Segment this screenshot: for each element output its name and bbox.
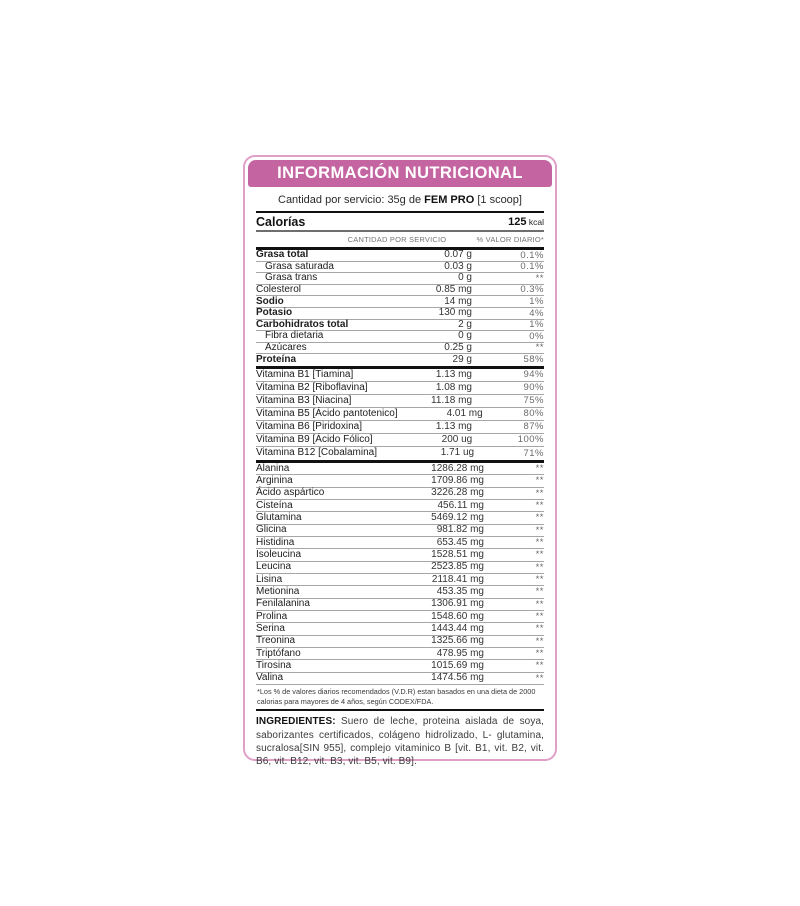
nutrients-section	[256, 250, 544, 366]
amino-acid-name: Fenilalanina	[256, 598, 310, 610]
vitamin-daily-value: 80%	[523, 408, 544, 420]
amino-acid-name: Histidina	[256, 536, 295, 548]
amino-acid-name: Arginina	[256, 474, 293, 486]
nutrient-amount: 130 mg	[438, 307, 472, 319]
amino-acid-name: Lisina	[256, 573, 283, 585]
vitamin-daily-value: 94%	[523, 369, 544, 381]
nutrient-name: Fibra dietaria	[265, 330, 324, 342]
amino-acid-name: Prolina	[256, 610, 288, 622]
amino-acid-row	[256, 599, 544, 611]
vitamin-amount: 11.18 mg	[431, 394, 472, 406]
amino-acid-daily-value: **	[535, 598, 544, 610]
vitamin-amount: 1.13 mg	[435, 368, 472, 380]
amino-acid-daily-value: **	[535, 610, 544, 622]
calories-value	[508, 216, 544, 228]
amino-acid-amount: 1286.28 mg	[431, 462, 484, 474]
vitamin-name: Vitamina B2 [Riboflavina]	[256, 381, 368, 393]
nutrient-daily-value: 58%	[523, 354, 544, 366]
ingredients-text: Suero de leche, proteina aislada de soya, saborizantes certificados, colágeno hidrolizado, L- glutamina, sucralosa[SIN 955], complejo vitaminico B [vit. B1, vit. B2, vit. B6, vit. B12, vit. B3, vit. B5, vit. B9].	[256, 716, 544, 767]
amino-acid-row	[256, 549, 544, 561]
amino-acid-daily-value: **	[535, 536, 544, 548]
amino-acid-row	[256, 673, 544, 685]
calories-unit: kcal	[528, 216, 544, 227]
amino-acid-amount: 456.11 mg	[437, 499, 484, 511]
serving-prefix: Cantidad por servicio: 35g de	[278, 194, 425, 206]
amino-acid-daily-value: **	[535, 487, 544, 499]
nutrient-amount: 0.85 mg	[435, 284, 472, 296]
vitamin-row	[256, 421, 544, 434]
vitamin-name: Vitamina B5 [Ácido pantotenico]	[256, 407, 398, 419]
serving-brand: FEM PRO	[424, 194, 475, 206]
amino-acid-daily-value: **	[535, 462, 544, 474]
amino-acid-amount: 3226.28 mg	[431, 487, 484, 499]
vitamin-row	[256, 447, 544, 460]
nutrient-row	[256, 354, 544, 366]
vitamin-daily-value: 71%	[523, 447, 544, 459]
vitamin-amount: 4.01 mg	[446, 407, 483, 419]
nutrient-name: Grasa saturada	[265, 260, 334, 272]
amino-acid-name: Glutamina	[256, 511, 302, 523]
amino-acid-row	[256, 660, 544, 672]
nutrient-daily-value: 1%	[529, 295, 544, 307]
amino-acid-name: Ácido aspártico	[256, 487, 325, 499]
nutrient-daily-value: 0%	[529, 330, 544, 342]
nutrient-amount: 14 mg	[444, 295, 472, 307]
nutrient-name: Proteína	[256, 354, 297, 366]
amino-acid-amount: 478.95 mg	[436, 647, 484, 659]
amino-acid-row	[256, 475, 544, 487]
amino-acid-amount: 981.82 mg	[436, 524, 484, 536]
amino-acid-name: Serina	[256, 623, 285, 635]
vitamin-row	[256, 395, 544, 408]
amino-acid-row	[256, 636, 544, 648]
amino-acid-amount: 1306.91 mg	[431, 598, 484, 610]
amino-acid-daily-value: **	[535, 635, 544, 647]
nutrient-amount: 0 g	[458, 330, 472, 342]
amino-acid-amount: 1548.60 mg	[431, 610, 484, 622]
nutrient-row	[256, 320, 544, 332]
amino-acid-row	[256, 574, 544, 586]
vitamin-amount: 200 ug	[441, 433, 473, 445]
amino-acid-daily-value: **	[535, 549, 544, 561]
nutrient-row	[256, 250, 544, 262]
nutrient-name: Grasa total	[256, 249, 309, 261]
nutrient-name: Colesterol	[256, 284, 302, 296]
ingredients-label: INGREDIENTES:	[256, 716, 336, 728]
nutrient-name: Sodio	[256, 295, 284, 307]
amino-acid-daily-value: **	[535, 648, 544, 660]
calories-number: 125	[508, 215, 527, 228]
label-title: INFORMACIÓN NUTRICIONAL	[277, 164, 523, 182]
amino-acid-daily-value: **	[535, 573, 544, 585]
amino-acid-name: Treonina	[256, 635, 296, 647]
nutrient-name: Azúcares	[265, 342, 307, 354]
vitamin-daily-value: 87%	[523, 421, 544, 433]
amino-acid-amount: 1528.51 mg	[431, 549, 484, 561]
label-title-bar	[248, 160, 552, 187]
amino-acid-name: Glicina	[256, 524, 287, 536]
amino-acid-name: Isoleucina	[256, 549, 302, 561]
amino-acid-daily-value: **	[535, 524, 544, 536]
nutrient-row	[256, 343, 544, 355]
vitamin-daily-value: 75%	[523, 395, 544, 407]
nutrient-row	[256, 285, 544, 297]
amino-acid-name: Valina	[256, 672, 284, 684]
ingredients-paragraph	[256, 711, 544, 768]
amino-acid-amount: 2118.41 mg	[431, 573, 484, 585]
amino-acid-row	[256, 500, 544, 512]
nutrient-amount: 0.25 g	[444, 342, 472, 354]
amino-acid-name: Cisteína	[256, 499, 293, 511]
vitamin-name: Vitamina B12 [Cobalamina]	[256, 447, 377, 459]
amino-acid-amount: 2523.85 mg	[431, 561, 484, 573]
vitamin-amount: 1.71 ug	[440, 447, 475, 459]
column-header-amount: CANTIDAD POR SERVICIO	[347, 235, 447, 244]
vitamin-name: Vitamina B1 [Tiamina]	[256, 368, 354, 380]
nutrient-daily-value: 4%	[529, 307, 544, 319]
vitamins-section	[256, 369, 544, 460]
vitamin-amount: 1.08 mg	[435, 381, 472, 393]
nutrient-name: Grasa trans	[265, 272, 318, 284]
amino-acid-daily-value: **	[535, 623, 544, 635]
amino-acid-daily-value: **	[535, 660, 544, 672]
amino-acid-row	[256, 562, 544, 574]
vitamin-name: Vitamina B6 [Piridoxina]	[256, 420, 362, 432]
amino-acid-row	[256, 586, 544, 598]
amino-acid-row	[256, 648, 544, 660]
amino-acid-daily-value: **	[535, 672, 544, 684]
amino-acid-row	[256, 611, 544, 623]
amino-acid-amount: 653.45 mg	[436, 536, 484, 548]
amino-acid-name: Triptófano	[256, 647, 301, 659]
nutrient-row	[256, 296, 544, 308]
amino-acid-row	[256, 463, 544, 475]
label-content	[245, 194, 555, 768]
nutrient-amount: 2 g	[458, 318, 472, 330]
amino-acid-row	[256, 537, 544, 549]
nutrient-daily-value: 1%	[529, 319, 544, 331]
amino-acid-daily-value: **	[535, 586, 544, 598]
amino-acid-row	[256, 623, 544, 635]
nutrient-amount: 29 g	[452, 354, 472, 366]
nutrient-amount: 0.07 g	[444, 249, 472, 261]
vitamin-daily-value: 90%	[523, 382, 544, 394]
vitamin-name: Vitamina B9 [Ácido Fólico]	[256, 433, 373, 445]
amino-acid-daily-value: **	[535, 499, 544, 511]
nutrient-amount: 0.03 g	[444, 260, 472, 272]
amino-acid-name: Metionina	[256, 586, 300, 598]
nutrient-row	[256, 262, 544, 274]
calories-label: Calorías	[256, 214, 306, 229]
amino-acid-name: Leucina	[256, 561, 292, 573]
amino-acid-amount: 1325.66 mg	[431, 635, 484, 647]
nutrition-label	[243, 155, 557, 767]
nutrient-name: Potasio	[256, 307, 293, 319]
amino-acid-amount: 1474.56 mg	[431, 672, 484, 684]
amino-acid-amount: 1709.86 mg	[431, 474, 484, 486]
nutrient-row	[256, 273, 544, 285]
amino-acid-amount: 5469.12 mg	[431, 511, 484, 523]
vitamin-row	[256, 434, 544, 447]
vitamin-row	[256, 382, 544, 395]
nutrient-daily-value: 0.1%	[520, 261, 544, 273]
amino-acid-row	[256, 488, 544, 500]
nutrient-name: Carbohidratos total	[256, 318, 349, 330]
amino-acid-amount: 1443.44 mg	[431, 623, 484, 635]
nutrient-amount: 0 g	[458, 272, 472, 284]
amino-acid-row	[256, 512, 544, 524]
column-headers	[256, 232, 544, 247]
nutrient-row	[256, 331, 544, 343]
nutrient-daily-value: **	[535, 272, 544, 284]
amino-acid-name: Alanina	[256, 462, 290, 474]
nutrient-daily-value: 0.3%	[520, 284, 544, 296]
nutrient-daily-value: 0.1%	[520, 249, 544, 261]
serving-line	[256, 194, 544, 206]
amino-acids-section	[256, 463, 544, 685]
amino-acid-daily-value: **	[535, 512, 544, 524]
vitamin-row	[256, 369, 544, 382]
nutrient-daily-value: **	[535, 342, 544, 354]
amino-acid-amount: 453.35 mg	[436, 586, 484, 598]
amino-acid-amount: 1015.69 mg	[431, 660, 484, 672]
amino-acid-name: Tirosina	[256, 660, 292, 672]
calories-row	[256, 213, 544, 230]
vitamin-row	[256, 408, 544, 421]
serving-suffix: [1 scoop]	[474, 194, 522, 206]
vitamin-name: Vitamina B3 [Niacina]	[256, 394, 352, 406]
daily-value-footnote: *Los % de valores diarios recomendados (V.D.R) estan basados en una dieta de 2000 calorias para mayores de 4 años, según CODEX/FDA.	[257, 687, 536, 706]
column-header-daily-value: % VALOR DIARIO*	[476, 235, 544, 244]
vitamin-daily-value: 100%	[517, 434, 544, 446]
amino-acid-row	[256, 525, 544, 537]
amino-acid-daily-value: **	[535, 561, 544, 573]
nutrient-row	[256, 308, 544, 320]
amino-acid-daily-value: **	[535, 475, 544, 487]
vitamin-amount: 1.13 mg	[435, 420, 472, 432]
